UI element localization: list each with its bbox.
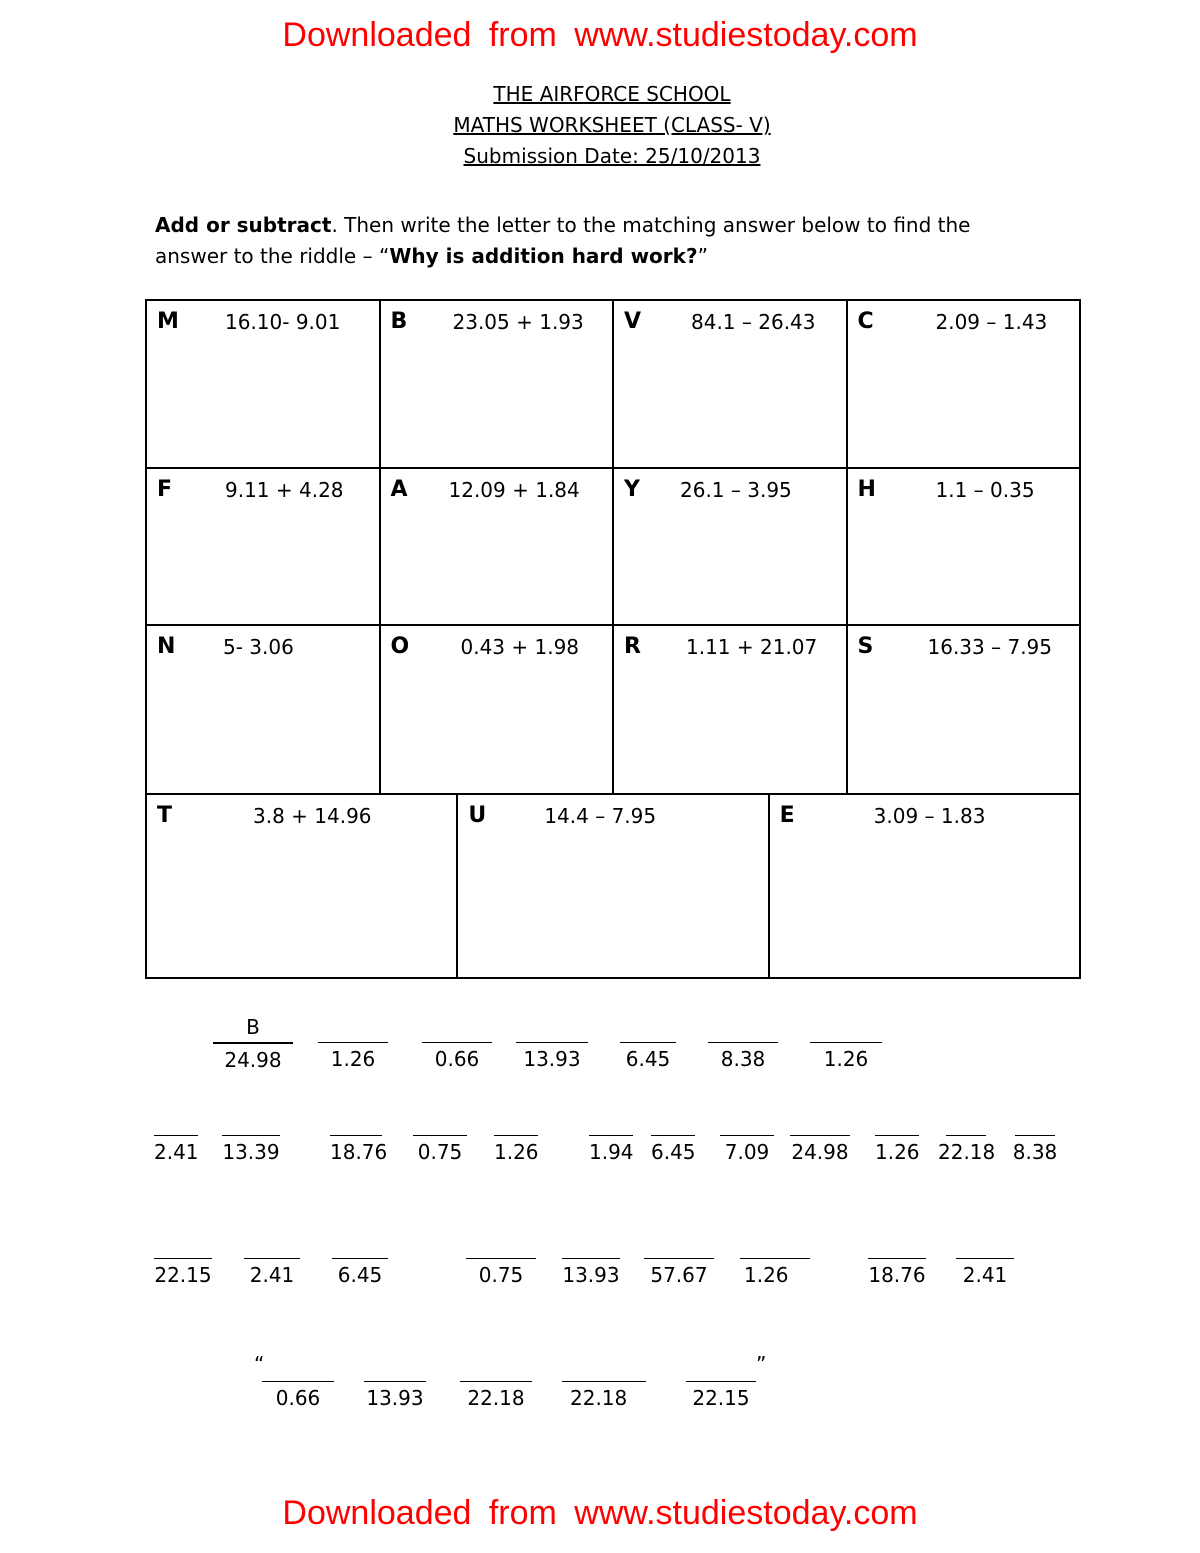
open-quote: “ <box>254 1352 265 1376</box>
answer-number: 2.41 <box>962 1263 1008 1287</box>
answer-number: 0.66 <box>434 1047 480 1071</box>
answer-blank[interactable] <box>154 1258 212 1287</box>
cell-letter: Y <box>624 477 640 502</box>
answer-number: 18.76 <box>868 1263 926 1287</box>
answer-letter: B <box>246 1015 260 1039</box>
problem-cell[interactable] <box>613 468 847 625</box>
answer-number: 13.39 <box>222 1140 280 1164</box>
answer-number: 7.09 <box>724 1140 770 1164</box>
problem-cell[interactable] <box>146 468 380 625</box>
cell-letter: S <box>857 634 874 659</box>
answer-blank[interactable] <box>222 1135 280 1164</box>
cell-expression: 16.33 – 7.95 <box>927 635 1053 659</box>
answer-blank[interactable] <box>364 1381 426 1410</box>
problem-cell[interactable] <box>847 300 1081 468</box>
answer-number: 8.38 <box>720 1047 766 1071</box>
answer-number: 8.38 <box>1012 1140 1058 1164</box>
cell-letter: M <box>157 309 179 334</box>
answer-blank[interactable] <box>1012 1135 1058 1164</box>
school-title: THE AIRFORCE SCHOOL <box>493 82 731 106</box>
problem-cell[interactable] <box>769 794 1080 978</box>
answer-number: 22.15 <box>154 1263 212 1287</box>
cell-letter: R <box>624 634 641 659</box>
answer-number: 0.75 <box>417 1140 463 1164</box>
answer-blank[interactable] <box>332 1258 388 1287</box>
answer-blank[interactable] <box>810 1042 882 1071</box>
problem-cell[interactable] <box>847 468 1081 625</box>
problem-grid <box>145 299 1081 795</box>
answer-number: 18.76 <box>330 1140 388 1164</box>
answer-blank[interactable] <box>644 1258 714 1287</box>
cell-expression: 23.05 + 1.93 <box>452 310 584 334</box>
answer-number: 22.18 <box>570 1386 628 1410</box>
cell-expression: 14.4 – 7.95 <box>544 804 657 828</box>
answer-blank[interactable] <box>460 1381 532 1410</box>
cell-letter: H <box>857 477 876 502</box>
answer-blank[interactable] <box>413 1135 467 1164</box>
answer-number: 22.18 <box>467 1386 525 1410</box>
watermark-top: Downloaded from www.studiestoday.com <box>282 16 918 54</box>
cell-expression: 26.1 – 3.95 <box>680 478 792 502</box>
answer-number: 13.93 <box>523 1047 581 1071</box>
problem-cell[interactable] <box>457 794 768 978</box>
cell-letter: C <box>857 309 874 334</box>
worksheet-title: MATHS WORKSHEET (CLASS- V) <box>453 113 771 137</box>
answer-blank[interactable] <box>318 1042 388 1071</box>
cell-letter: U <box>468 803 487 828</box>
problem-cell[interactable] <box>847 625 1081 794</box>
watermark-bottom: Downloaded from www.studiestoday.com <box>282 1494 918 1532</box>
cell-letter: F <box>157 477 173 502</box>
cell-letter: A <box>390 477 408 502</box>
cell-letter: V <box>624 309 642 334</box>
answer-blank[interactable] <box>154 1135 198 1164</box>
cell-expression: 5- 3.06 <box>223 635 294 659</box>
answer-number: 0.66 <box>275 1386 321 1410</box>
answer-number: 2.41 <box>249 1263 295 1287</box>
answer-number: 1.26 <box>744 1263 789 1287</box>
answer-number: 6.45 <box>651 1140 696 1164</box>
answer-number: 13.93 <box>366 1386 424 1410</box>
problem-cell[interactable] <box>380 468 614 625</box>
answer-blank[interactable] <box>330 1135 388 1164</box>
cell-expression: 16.10- 9.01 <box>225 310 341 334</box>
answer-blank[interactable] <box>740 1258 810 1287</box>
answer-number: 57.67 <box>650 1263 708 1287</box>
cell-letter: N <box>157 634 176 659</box>
answer-blank[interactable] <box>651 1135 695 1164</box>
answer-number: 0.75 <box>478 1263 524 1287</box>
problem-cell[interactable] <box>380 300 614 468</box>
answer-number: 1.26 <box>494 1140 539 1164</box>
answer-blank[interactable] <box>466 1258 536 1287</box>
cell-letter: T <box>157 803 173 828</box>
problem-cell[interactable] <box>613 300 847 468</box>
answer-number: 24.98 <box>224 1048 282 1072</box>
answer-number: 22.15 <box>692 1386 750 1410</box>
close-quote: ” <box>756 1352 767 1376</box>
answer-blank[interactable] <box>686 1381 756 1410</box>
cell-expression: 0.43 + 1.98 <box>460 635 580 659</box>
answer-blank[interactable] <box>868 1258 926 1287</box>
answer-blank[interactable] <box>516 1042 588 1071</box>
answer-blank[interactable] <box>422 1042 492 1071</box>
riddle-question: Why is addition hard work? <box>389 244 698 268</box>
answer-blank[interactable] <box>708 1042 778 1071</box>
cell-expression: 9.11 + 4.28 <box>225 478 344 502</box>
problem-grid-last-row <box>145 793 1081 979</box>
answer-blank[interactable] <box>875 1135 919 1164</box>
instructions-end: ” <box>697 244 708 268</box>
submission-date: Submission Date: 25/10/2013 <box>463 144 761 168</box>
answer-number: 2.41 <box>154 1140 199 1164</box>
answer-blank[interactable] <box>720 1135 774 1164</box>
answer-number: 22.18 <box>938 1140 996 1164</box>
problem-cell[interactable] <box>380 625 614 794</box>
answer-blank[interactable] <box>562 1258 620 1287</box>
problem-cell[interactable] <box>146 625 380 794</box>
answer-blank[interactable] <box>494 1135 538 1164</box>
problem-cell[interactable] <box>146 794 457 978</box>
answer-blank[interactable] <box>620 1042 676 1071</box>
answer-blank[interactable] <box>213 1015 293 1072</box>
answer-blank[interactable] <box>938 1135 994 1164</box>
answer-number: 1.26 <box>823 1047 869 1071</box>
answer-blank[interactable] <box>244 1258 300 1287</box>
answer-number: 6.45 <box>625 1047 671 1071</box>
problem-cell[interactable] <box>613 625 847 794</box>
answer-number: 24.98 <box>791 1140 849 1164</box>
cell-letter: B <box>390 309 408 334</box>
instructions-text: . Then write the letter to the matching answer below to find the answer to the riddle – “ <box>155 213 971 268</box>
answer-blank[interactable] <box>790 1135 850 1164</box>
cell-expression: 1.11 + 21.07 <box>686 635 818 659</box>
answer-number: 1.94 <box>589 1140 634 1164</box>
cell-expression: 1.1 – 0.35 <box>935 478 1035 502</box>
answer-blank[interactable] <box>956 1258 1014 1287</box>
answer-blank[interactable] <box>562 1381 646 1410</box>
answer-number: 6.45 <box>337 1263 383 1287</box>
instructions-bold: Add or subtract <box>155 213 332 237</box>
cell-letter: O <box>390 634 410 659</box>
answer-number: 1.26 <box>875 1140 920 1164</box>
cell-expression: 84.1 – 26.43 <box>691 310 816 334</box>
answer-blank[interactable] <box>262 1381 334 1410</box>
cell-expression: 3.8 + 14.96 <box>253 804 372 828</box>
answer-blank[interactable] <box>589 1135 633 1164</box>
problem-cell[interactable] <box>146 300 380 468</box>
answer-number: 13.93 <box>562 1263 620 1287</box>
cell-expression: 12.09 + 1.84 <box>448 478 580 502</box>
cell-expression: 3.09 – 1.83 <box>873 804 986 828</box>
cell-letter: E <box>779 803 795 828</box>
answer-number: 1.26 <box>330 1047 376 1071</box>
instructions <box>155 210 1035 272</box>
cell-expression: 2.09 – 1.43 <box>935 310 1048 334</box>
